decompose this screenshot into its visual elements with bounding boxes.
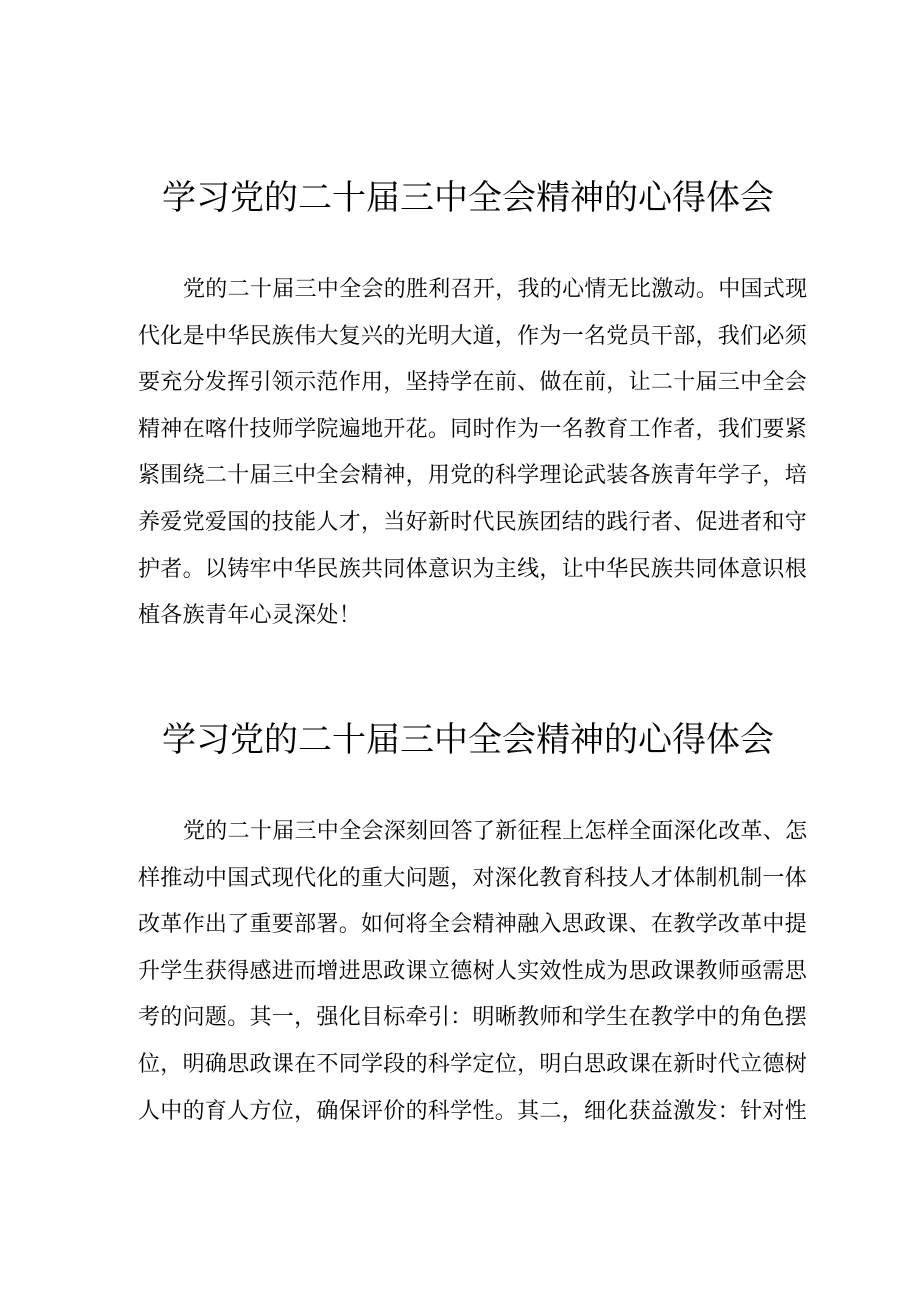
paragraph-line: 党的二十届三中全会深刻回答了新征程上怎样全面深化改革、怎 bbox=[183, 819, 808, 844]
paragraph-line: 精神在喀什技师学院遍地开花。同时作为一名教育工作者，我们要紧 bbox=[138, 416, 808, 442]
paragraph-line: 代化是中华民族伟大复兴的光明大道，作为一名党员干部，我们必须 bbox=[138, 323, 808, 349]
paragraph-line: 位，明确思政课在不同学段的科学定位，明白思政课在新时代立德树 bbox=[138, 1051, 808, 1077]
essay-section-2 bbox=[138, 712, 808, 1135]
essay-section-1 bbox=[138, 170, 808, 640]
essay-title-2: 学习党的二十届三中全会精神的心得体会 bbox=[162, 720, 774, 760]
paragraph-line: 改革作出了重要部署。如何将全会精神融入思政课、在教学改革中提 bbox=[138, 912, 808, 938]
paragraph-line: 升学生获得感进而增进思政课立德树人实效性成为思政课教师亟需思 bbox=[138, 958, 808, 984]
paragraph-line: 样推动中国式现代化的重大问题，对深化教育科技人才体制机制一体 bbox=[138, 865, 808, 891]
paragraph-line: 紧围绕二十届三中全会精神，用党的科学理论武装各族青年学子，培 bbox=[138, 463, 808, 489]
essay-title-1: 学习党的二十届三中全会精神的心得体会 bbox=[162, 178, 774, 218]
paragraph-line: 养爱党爱国的技能人才，当好新时代民族团结的践行者、促进者和守 bbox=[138, 509, 808, 535]
paragraph-line: 植各族青年心灵深处！ bbox=[138, 603, 362, 629]
paragraph-line: 党的二十届三中全会的胜利召开，我的心情无比激动。中国式现 bbox=[183, 277, 808, 302]
paragraph-line: 要充分发挥引领示范作用，坚持学在前、做在前，让二十届三中全会 bbox=[138, 370, 808, 396]
paragraph-line: 人中的育人方位，确保评价的科学性。其二，细化获益激发：针对性 bbox=[138, 1098, 808, 1124]
essay-body-1 bbox=[138, 267, 808, 640]
essay-body-2 bbox=[138, 809, 808, 1135]
paragraph-line: 护者。以铸牢中华民族共同体意识为主线，让中华民族共同体意识根 bbox=[138, 556, 808, 582]
paragraph-line: 考的问题。其一，强化目标牵引：明晰教师和学生在教学中的角色摆 bbox=[138, 1005, 808, 1031]
